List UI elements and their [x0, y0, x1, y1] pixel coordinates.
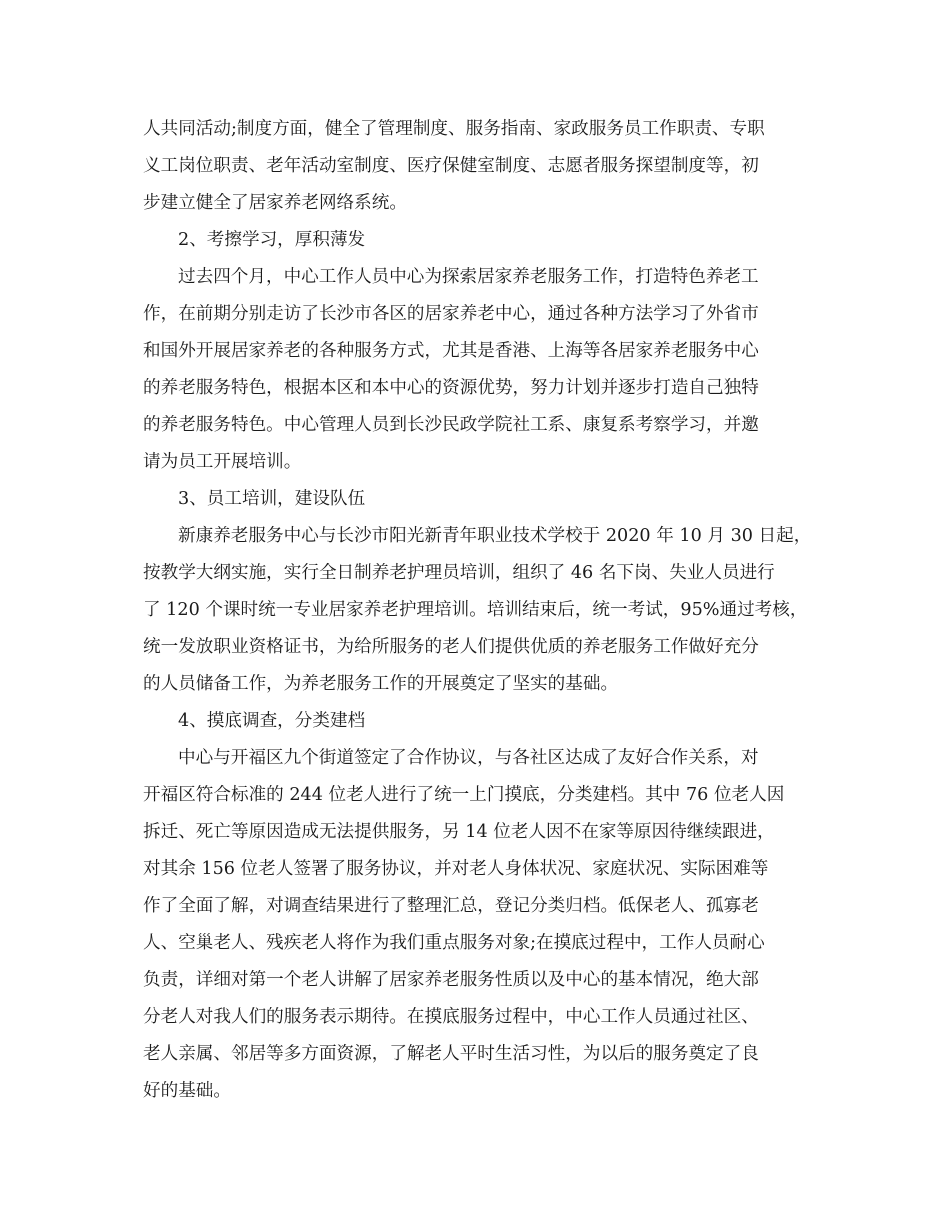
text-line: 4、摸底调查，分类建档: [178, 711, 366, 731]
text-line: 的人员储备工作，为养老服务工作的开展奠定了坚实的基础。: [143, 674, 619, 694]
text-line: 了 120 个课时统一专业居家养老护理培训。培训结束后，统一考试，95%通过考核，: [143, 600, 808, 620]
text-line: 好的基础。: [143, 1081, 231, 1101]
text-line: 请为员工开展培训。: [143, 452, 302, 472]
paragraph: [143, 259, 808, 481]
text-line: 开福区符合标准的 244 位老人进行了统一上门摸底，分类建档。其中 76 位老人因: [143, 785, 785, 805]
document-body: [143, 111, 812, 1110]
paragraph: [143, 740, 808, 1110]
text-line: 按教学大纲实施，实行全日制养老护理员培训，组织了 46 名下岗、失业人员进行: [143, 563, 775, 583]
text-line: 作，在前期分别走访了长沙市各区的居家养老中心，通过各种方法学习了外省市: [143, 304, 759, 324]
text-line: 3、员工培训，建设队伍: [178, 489, 366, 509]
text-line: 的养老服务特色。中心管理人员到长沙民政学院社工系、康复系考察学习，并邀: [143, 415, 759, 435]
section-heading: [143, 481, 808, 518]
text-line: 作了全面了解，对调查结果进行了整理汇总，登记分类归档。低保老人、孤寡老: [143, 896, 759, 916]
text-line: 过去四个月，中心工作人员中心为探索居家养老服务工作，打造特色养老工: [178, 267, 759, 287]
text-line: 对其余 156 位老人签署了服务协议，并对老人身体状况、家庭状况、实际困难等: [143, 859, 769, 879]
text-line: 和国外开展居家养老的各种服务方式，尤其是香港、上海等各居家养老服务中心: [143, 341, 759, 361]
section-heading: [143, 703, 808, 740]
text-line: 拆迁、死亡等原因造成无法提供服务，另 14 位老人因不在家等原因待继续跟进，: [143, 822, 775, 842]
paragraph: [143, 518, 812, 703]
text-line: 人、空巢老人、残疾老人将作为我们重点服务对象;在摸底过程中，工作人员耐心: [143, 933, 765, 953]
paragraph: [143, 111, 808, 222]
section-heading: [143, 222, 808, 259]
text-line: 中心与开福区九个街道签定了合作协议，与各社区达成了友好合作关系，对: [178, 748, 759, 768]
text-line: 人共同活动;制度方面，健全了管理制度、服务指南、家政服务员工作职责、专职: [143, 119, 765, 139]
text-line: 统一发放职业资格证书，为给所服务的老人们提供优质的养老服务工作做好充分: [143, 637, 759, 657]
text-line: 步建立健全了居家养老网络系统。: [143, 193, 407, 213]
text-line: 新康养老服务中心与长沙市阳光新青年职业技术学校于 2020 年 10 月 30 日起，: [178, 526, 812, 546]
text-line: 2、考擦学习，厚积薄发: [178, 230, 366, 250]
text-line: 义工岗位职责、老年活动室制度、医疗保健室制度、志愿者服务探望制度等，初: [143, 156, 759, 176]
text-line: 的养老服务特色，根据本区和本中心的资源优势，努力计划并逐步打造自己独特: [143, 378, 759, 398]
text-line: 分老人对我人们的服务表示期待。在摸底服务过程中，中心工作人员通过社区、: [143, 1007, 759, 1027]
text-line: 老人亲属、邻居等多方面资源，了解老人平时生活习性，为以后的服务奠定了良: [143, 1044, 759, 1064]
text-line: 负责，详细对第一个老人讲解了居家养老服务性质以及中心的基本情况，绝大部: [143, 970, 759, 990]
